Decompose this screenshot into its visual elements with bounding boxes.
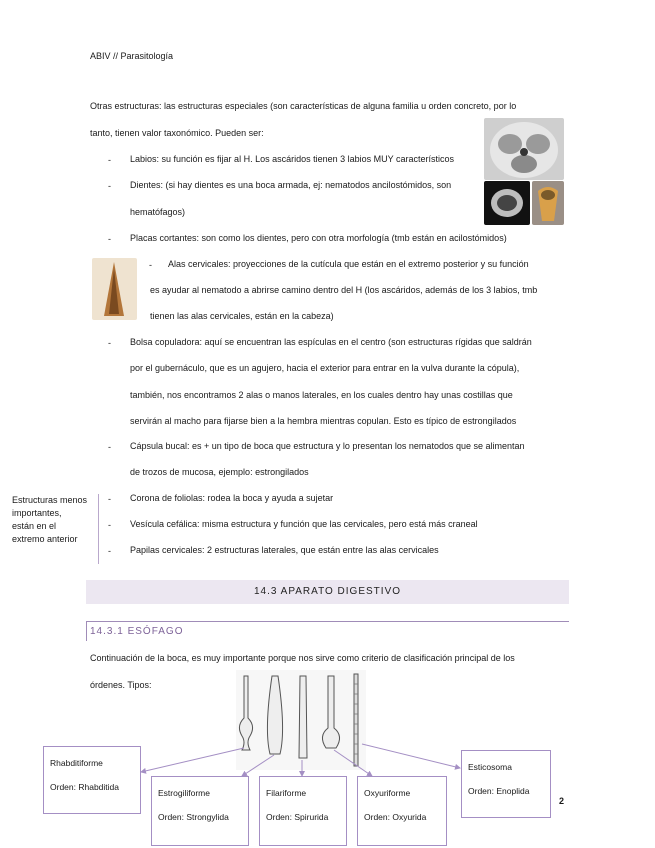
section-title: 14.3 APARATO DIGESTIVO: [253, 586, 402, 597]
bullet-dientes: Dientes: (si hay dientes es una boca armada, ej: nematodos ancilostómidos, son: [130, 180, 452, 190]
page-number: 2: [559, 796, 565, 806]
bullet-bolsa-cont-3: servirán al macho para fijarse bien a la hembra mientras copulan. Esto es típico de estrongilados: [130, 416, 517, 426]
bullet-alas: Alas cervicales: proyecciones de la cutícula que están en el extremo posterior y su función: [168, 259, 529, 269]
type-name: Filariforme: [266, 788, 307, 798]
type-order: Orden: Strongylida: [158, 812, 229, 822]
type-box-rhabditiforme: [43, 746, 141, 814]
bullet-placas: Placas cortantes: son como los dientes, pero con otra morfología (tmb están en acilostómidos): [130, 233, 507, 243]
type-name: Rhabditiforme: [50, 758, 103, 768]
type-name: Estrogiliforme: [158, 788, 210, 798]
type-box-esticosoma: [461, 750, 551, 818]
esofago-line-2: órdenes. Tipos:: [90, 680, 152, 690]
intro-line-1: Otras estructuras: las estructuras especiales (son características de alguna familia u orden concreto, por lo: [90, 101, 517, 111]
bullet-alas-cont-1: es ayudar al nematodo a abrirse camino dentro del H (los ascáridos, además de los 3 labios, tmb: [150, 285, 538, 295]
intro-line-2: tanto, tienen valor taxonómico. Pueden ser:: [90, 128, 264, 138]
esofago-line-1: Continuación de la boca, es muy importante porque nos sirve como criterio de clasificación principal de los: [90, 653, 515, 663]
bullet-capsula-cont: de trozos de mucosa, ejemplo: estrongilados: [130, 467, 309, 477]
bullet-bolsa: Bolsa copuladora: aquí se encuentran las espículas en el centro (son estructuras rígidas que saldrán: [130, 337, 532, 347]
subsection-title: 14.3.1 ESÓFAGO: [90, 626, 184, 637]
type-box-filariforme: [259, 776, 347, 846]
type-box-oxyuriforme: [357, 776, 447, 846]
bullet-vesicula: Vesícula cefálica: misma estructura y función que las cervicales, pero está más craneal: [130, 519, 478, 529]
page-header: ABIV // Parasitología: [90, 51, 174, 61]
side-note-line: Estructuras menos: [12, 495, 88, 505]
side-note-line: están en el: [12, 521, 57, 531]
bullet-capsula: Cápsula bucal: es + un tipo de boca que estructura y lo presentan los nematodos que se alimentan: [130, 441, 525, 451]
bullet-bolsa-cont-2: también, nos encontramos 2 alas o manos laterales, en los cuales dentro hay unas costillas que: [130, 390, 513, 400]
type-box-estrogiliforme: [151, 776, 249, 846]
bullet-corona: Corona de foliolas: rodea la boca y ayuda a sujetar: [130, 493, 334, 503]
bullet-alas-cont-2: tienen las alas cervicales, están en la cabeza): [150, 311, 334, 321]
bullet-bolsa-cont-1: por el gubernáculo, que es un agujero, hacia el exterior para entrar en la vulva durante la cópula),: [130, 363, 520, 373]
type-order: Orden: Spirurida: [266, 812, 329, 822]
type-order: Orden: Enoplida: [468, 786, 530, 796]
side-note-line: importantes,: [12, 508, 62, 518]
bullet-labios: Labios: su función es fijar al H. Los ascáridos tienen 3 labios MUY característicos: [130, 154, 454, 164]
type-order: Orden: Rhabditida: [50, 782, 119, 792]
bullet-papilas: Papilas cervicales: 2 estructuras laterales, que están entre las alas cervicales: [130, 545, 439, 555]
bullet-dientes-cont: hematófagos): [130, 207, 186, 217]
type-name: Oxyuriforme: [364, 788, 411, 798]
type-order: Orden: Oxyurida: [364, 812, 427, 822]
side-note-line: extremo anterior: [12, 534, 78, 544]
type-name: Esticosoma: [468, 762, 512, 772]
